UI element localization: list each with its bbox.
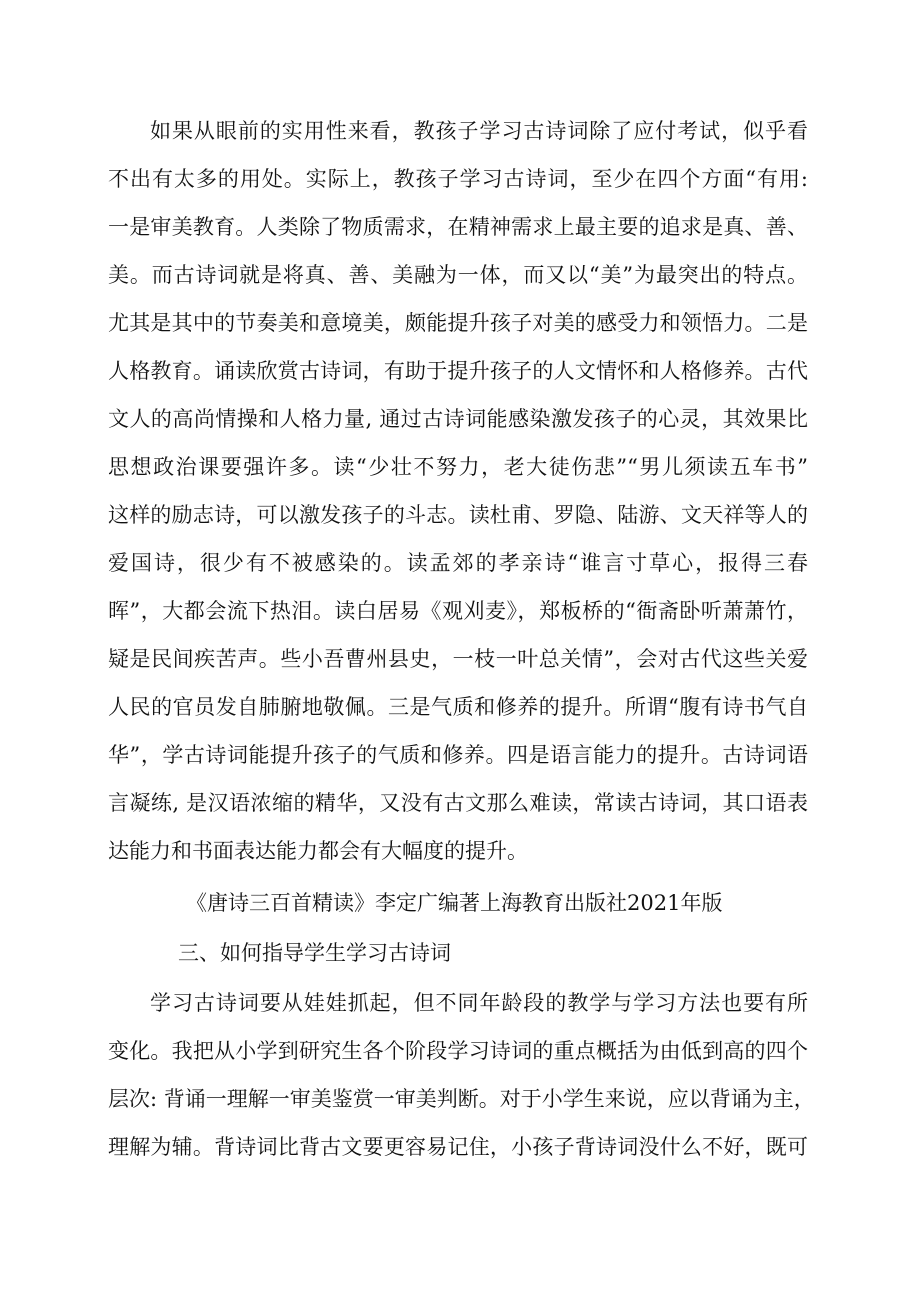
paragraph-1-line-10: 爱国诗，很少有不被感染的。读孟郊的孝亲诗“谁言寸草心，报得三春 (108, 551, 808, 575)
paragraph-1-line-16: 达能力和书面表达能力都会有大幅度的提升。 (108, 839, 528, 863)
paragraph-1-line-1: 如果从眼前的实用性来看，教孩子学习古诗词除了应付考试，似乎看 (150, 119, 808, 143)
paragraph-1-line-9: 这样的励志诗，可以激发孩子的斗志。读杜甫、罗隐、陆游、文天祥等人的 (108, 503, 808, 527)
paragraph-2-line-4: 理解为辅。背诗词比背古文要更容易记住，小孩子背诗词没什么不好，既可 (108, 1135, 808, 1159)
paragraph-1-line-12: 疑是民间疾苦声。些小吾曹州县史，一枝一叶总关情”，会对古代这些关爱 (108, 647, 808, 671)
section-heading: 三、如何指导学生学习古诗词 (178, 941, 451, 965)
paragraph-2-line-2: 变化。我把从小学到研究生各个阶段学习诗词的重点概括为由低到高的四个 (108, 1039, 808, 1063)
paragraph-1-line-11: 晖”，大都会流下热泪。读白居易《观刈麦》，郑板桥的“衙斋卧听萧萧竹， (108, 599, 808, 623)
paragraph-1-line-2: 不出有太多的用处。实际上，教孩子学习古诗词，至少在四个方面“有用: (108, 167, 808, 191)
paragraph-1-line-7: 文人的高尚情操和人格力量, 通过古诗词能感染激发孩子的心灵，其效果比 (108, 407, 808, 431)
paragraph-1-line-8: 思想政治课要强许多。读“少壮不努力，老大徒伤悲”“男儿须读五车书” (108, 455, 808, 479)
paragraph-1-line-4: 美。而古诗词就是将真、善、美融为一体，而又以“美”为最突出的特点。 (108, 263, 808, 287)
citation: 《唐诗三百首精读》李定广编著上海教育出版社2021年版 (186, 891, 723, 915)
paragraph-2-line-1: 学习古诗词要从娃娃抓起，但不同年龄段的教学与学习方法也要有所 (150, 991, 808, 1015)
paragraph-1-line-6: 人格教育。诵读欣赏古诗词，有助于提升孩子的人文情怀和人格修养。古代 (108, 359, 808, 383)
paragraph-1-line-3: 一是审美教育。人类除了物质需求，在精神需求上最主要的追求是真、善、 (108, 215, 808, 239)
paragraph-1-line-13: 人民的官员发自肺腑地敬佩。三是气质和修养的提升。所谓“腹有诗书气自 (108, 695, 808, 719)
paragraph-2-line-3: 层次: 背诵一理解一审美鉴赏一审美判断。对于小学生来说，应以背诵为主， (108, 1087, 815, 1111)
paragraph-1-line-14: 华”，学古诗词能提升孩子的气质和修养。四是语言能力的提升。古诗词语 (108, 743, 808, 767)
paragraph-1-line-15: 言凝练, 是汉语浓缩的精华，又没有古文那么难读，常读古诗词，其口语表 (108, 791, 808, 815)
paragraph-1-line-5: 尤其是其中的节奏美和意境美，颇能提升孩子对美的感受力和领悟力。二是 (108, 311, 808, 335)
